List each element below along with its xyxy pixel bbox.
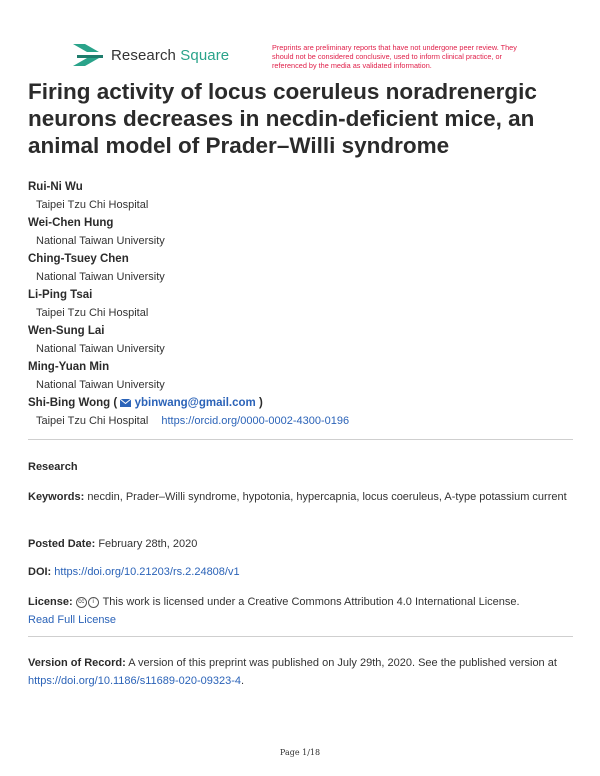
divider	[28, 439, 573, 440]
author-name: Wen-Sung Lai	[28, 325, 105, 337]
attribution-icon: i	[88, 597, 99, 608]
author-name: Ching-Tsuey Chen	[28, 253, 129, 265]
author-name: Li-Ping Tsai	[28, 289, 93, 301]
author-list	[28, 178, 573, 430]
author-name: Wei-Chen Hung	[28, 217, 114, 229]
author-entry	[28, 322, 573, 358]
posted-date: Posted Date: February 28th, 2020	[28, 538, 198, 550]
author-affiliation: National Taiwan University	[36, 235, 165, 247]
read-full-license-link[interactable]: Read Full License	[28, 614, 117, 626]
author-entry	[28, 214, 573, 250]
author-affiliation: National Taiwan University	[36, 343, 165, 355]
author-entry	[28, 178, 573, 214]
doi: DOI: https://doi.org/10.21203/rs.2.24808/v1	[28, 566, 240, 578]
author-affiliation: National Taiwan University	[36, 379, 165, 391]
author-entry	[28, 250, 573, 286]
version-of-record: Version of Record: A version of this preprint was published on July 29th, 2020. See the published version at https://doi.org/10.1186/s11689-020-09323-4.	[28, 657, 557, 687]
author-entry	[28, 286, 573, 322]
author-name: Shi-Bing Wong ( ybinwang@gmail.com )	[28, 397, 263, 409]
article-type: Research	[28, 461, 78, 473]
corresponding-author-name: Shi-Bing Wong	[28, 397, 111, 409]
author-name: Ming-Yuan Min	[28, 361, 110, 373]
research-square-logo[interactable]	[73, 44, 229, 66]
email-icon	[120, 399, 131, 407]
keywords-label: Keywords:	[28, 491, 85, 503]
page-number: Page 1/18	[279, 748, 321, 757]
keywords-value: necdin, Prader–Willi syndrome, hypotonia, hypercapnia, locus coeruleus, A-type potassium current	[87, 491, 567, 503]
published-version-link[interactable]: https://doi.org/10.1186/s11689-020-09323-4	[28, 675, 242, 687]
author-affiliation: National Taiwan University	[36, 271, 165, 283]
author-affiliation: Taipei Tzu Chi Hospital	[36, 307, 149, 319]
paper-title: Firing activity of locus coeruleus noradrenergic neurons decreases in necdin-deficient mice, an animal model of Prader–Willi syndrome	[28, 79, 537, 158]
author-affiliation: Taipei Tzu Chi Hospital	[36, 199, 149, 211]
divider	[28, 636, 573, 637]
research-square-logo-icon	[73, 44, 103, 66]
preprint-disclaimer: Preprints are preliminary reports that have not undergone peer review. They should not be considered conclusive, used to inform clinical practice, or referenced by the media as validated information.	[272, 43, 517, 70]
email-link[interactable]: ybinwang@gmail.com	[134, 397, 256, 409]
author-affiliation: Taipei Tzu Chi Hospital https://orcid.org/0000-0002-4300-0196	[36, 415, 350, 427]
creative-commons-icon: cc	[76, 597, 87, 608]
doi-link[interactable]: https://doi.org/10.21203/rs.2.24808/v1	[54, 566, 240, 578]
license: License: cc i This work is licensed under a Creative Commons Attribution 4.0 International License. Read Full License	[28, 596, 520, 626]
keywords	[28, 488, 573, 506]
author-entry	[28, 358, 573, 394]
author-name: Rui-Ni Wu	[28, 181, 83, 193]
orcid-link[interactable]: https://orcid.org/0000-0002-4300-0196	[161, 415, 350, 427]
corresponding-author	[28, 394, 573, 430]
logo-text: Research Square	[111, 46, 230, 64]
